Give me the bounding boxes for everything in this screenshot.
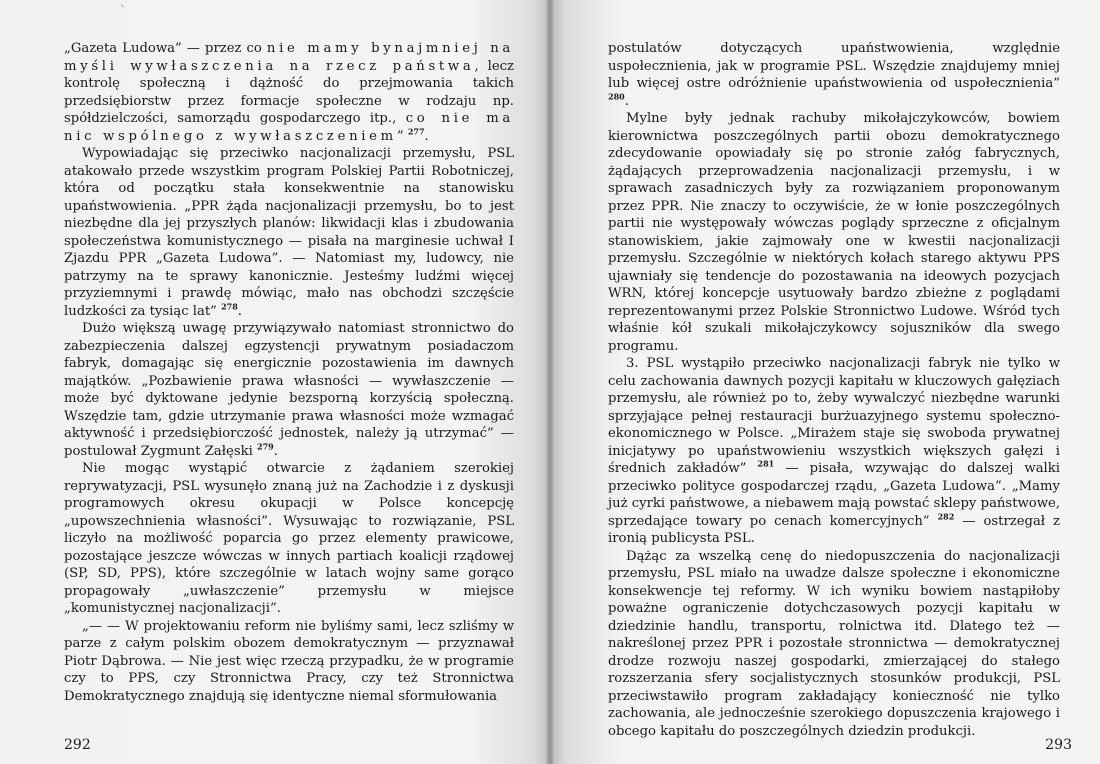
paragraph (608, 110, 1060, 355)
text-run: . (424, 128, 429, 144)
text-run: „— — W projektowaniu reform nie byliśmy sami, lecz szliśmy w parze z całym polskim obozem demokratycznym — przyznawał Piotr Dąbrowa. — Nie jest więc rzeczą przypadku, że w programie czy to PPS, czy Stronnictwa Pracy, czy też Stronnictwa Demokratycznego znajdują się identyczne niemal sformułowania (64, 618, 514, 704)
text-run: Wypowiadając się przeciwko nacjonalizacji przemysłu, PSL atakowało przede wszystkim program Polskiej Partii Robotniczej, która od początku stała konsekwentnie na stanowisku upaństwowienia. „PPR żąda nacjonalizacji przemysłu, bo to jest niezbędne dla jej przyszłych planów: likwidacji klas i zbudowania społeczeństwa komunistycznego — pisała na marginesie uchwał I Zjazdu PPR „Gazeta Ludowa”. — Natomiast my, ludowcy, nie patrzymy na te sprawy kanonicznie. Jesteśmy ludźmi więcej przyziemnymi i prawdę mówiąc, mało nas obchodzi szczęście ludzkości za tysiąc lat” (64, 146, 514, 319)
book-gutter (546, 0, 554, 764)
text-run: Nie mogąc wystąpić otwarcie z żądaniem szerokiej reprywatyzacji, PSL wysunęło znaną już na Zachodzie i z dyskusji programowych okresu okupacji w Polsce koncepcję „upowszechnienia własności”. Wysuwając to rozwiązanie, PSL liczyło na możliwość poparcia go przez elementy prawicowe, pozostające jeszcze wówczas w innych partiach koalicji rządowej (SP, SD, PPS), które szczególnie w latach wojny same gorąco propagowały „uwłaszczenie” przemysłu w miejsce „komunistycznej nacjonalizacji”. (64, 461, 514, 616)
left-page-text (64, 40, 514, 705)
text-run: 3. PSL wystąpiło przeciwko nacjonalizacji fabryk nie tylko w celu zachowania dawnych pozycji kapitału w kluczowych gałęziach przemysłu, ale również po to, żeby wywalczyć niezbędne warunki sprzyjające pełnej restauracji burżuazyjnego systemu społeczno-ekonomicznego w Polsce. „Mirażem staje się swoboda prywatnej inicjatywy po upaństwowieniu wszystkich większych gałęzi i średnich zakładów” (608, 356, 1060, 476)
text-run: , lecz kontrolę społeczną i dążność do przejmowania takich przedsiębiorstw przez formacje społeczne w rodzaju np. spółdzielczości, samorządu gospodarczego itp., (64, 58, 514, 126)
paragraph (608, 548, 1060, 741)
scan-speck-icon: ⸌ (120, 3, 125, 14)
paragraph (64, 40, 514, 145)
left-page-number: 292 (64, 737, 91, 753)
text-run: — pisała, wzywając do dalszej walki przeciwko polityce gospodarczej rządu, „Gazeta Ludowa”. „Mamy już cyrki państwowe, a niebawem mają powstać sklepy państwowe, sprzedające towary po cenach komercyjnych” (608, 461, 1060, 529)
text-run: — ostrzegał z ironią publicysta PSL. (608, 513, 1061, 546)
footnote-ref: 279 (257, 441, 274, 452)
right-page-number: 293 (1045, 737, 1072, 753)
paragraph (608, 355, 1060, 548)
right-page (550, 0, 1100, 764)
text-run: . (273, 443, 278, 459)
text-run: „Gazeta Ludowa” — przez co (64, 41, 267, 56)
paragraph (64, 460, 514, 618)
text-run: . (237, 303, 242, 319)
footnote-ref: 281 (757, 458, 775, 469)
text-run: Dążąc za wszelką cenę do niedopuszczenia do nacjonalizacji przemysłu, PSL miało na uwadze dalsze społeczne i ekonomiczne konsekwencje tej reformy. W ich wyniku bowiem nastąpiłoby poważne ograniczenie dotychczasowych pozycji kapitału w dziedzinie handlu, transportu, rolnictwa itd. Dlatego też — nakreślonej przez PPR i pozostałe stronnictwa — demokratycznej drodze rozwoju naszej gospodarki, zmierzającej do stałego rozszerzania sfery socjalistycznych stosunków produkcji, PSL przeciwstawiło program zakładający konieczność nie tylko zachowania, ale jednocześnie szerokiego dopuszczenia krajowego i obcego kapitału do poszczególnych dziedzin produkcji. (608, 548, 1060, 739)
right-page-text (608, 40, 1060, 740)
footnote-ref: 280 (608, 91, 625, 102)
text-run: ” (396, 128, 408, 144)
text-run: Dużo większą uwagę przywiązywało natomiast stronnictwo do zabezpieczenia dalszej egzystencji prywatnym posiadaczom fabryk, domagając się energicznie pozostawienia im dawnych majątków. „Pozbawienie prawa własności — wywłaszczenie — może być dyktowane jedynie bezsporną korzyścią społeczną. Wszędzie tam, gdzie utrzymanie prawa własności może wzmagać aktywność i przedsiębiorczość jednostek, należy ją utrzymać” — postulował Zygmunt Załęski (64, 321, 514, 459)
paragraph (64, 618, 514, 706)
text-run: Mylne były jednak rachuby mikołajczykowców, bowiem kierownictwa poszczególnych partii obozu demokratycznego zdecydowanie opowiadały się po stronie załóg fabrycznych, żądających przeprowadzenia nacjonalizacji przemysłu, i w sprawach zasadniczych były za rozwiązaniem proponowanym przez PPR. Nie znaczy to oczywiście, że w łonie poszczególnych partii nie występowały wówczas poglądy sprzeczne z oficjalnym stanowiskiem, jakie zajmowały one w kwestii nacjonalizacji przemysłu. Szczególnie w niektórych kołach starego aktywu PPS ujawniały się tendencje do pozostawania na ideowych pozycjach WRN, której koncepcje usytuowały bardzo zbieżne z poglądami reprezentowanymi przez Polskie Stronnictwo Ludowe. Wśród tych właśnie kół szukali mikołajczykowcy sojuszników dla swego programu. (608, 111, 1060, 354)
text-run: . (624, 93, 629, 109)
spaced-emphasis: nie mamy bynajmniej na myśli wywłaszczenia na rzecz państwa (64, 41, 514, 74)
footnote-ref: 277 (407, 126, 425, 137)
spaced-emphasis: co nie ma nic wspólnego z wywłaszczeniem (64, 111, 514, 144)
text-run: postulatów dotyczących upaństwowienia, względnie uspołecznienia, jak w programie PSL. Wszędzie znajdujemy mniej lub więcej ostre odróżnienie upaństwowienia od uspołecznienia” (608, 41, 1060, 91)
footnote-ref: 278 (221, 301, 238, 312)
paragraph (64, 145, 514, 320)
paragraph (608, 40, 1060, 110)
paragraph (64, 320, 514, 460)
footnote-ref: 282 (937, 511, 955, 522)
